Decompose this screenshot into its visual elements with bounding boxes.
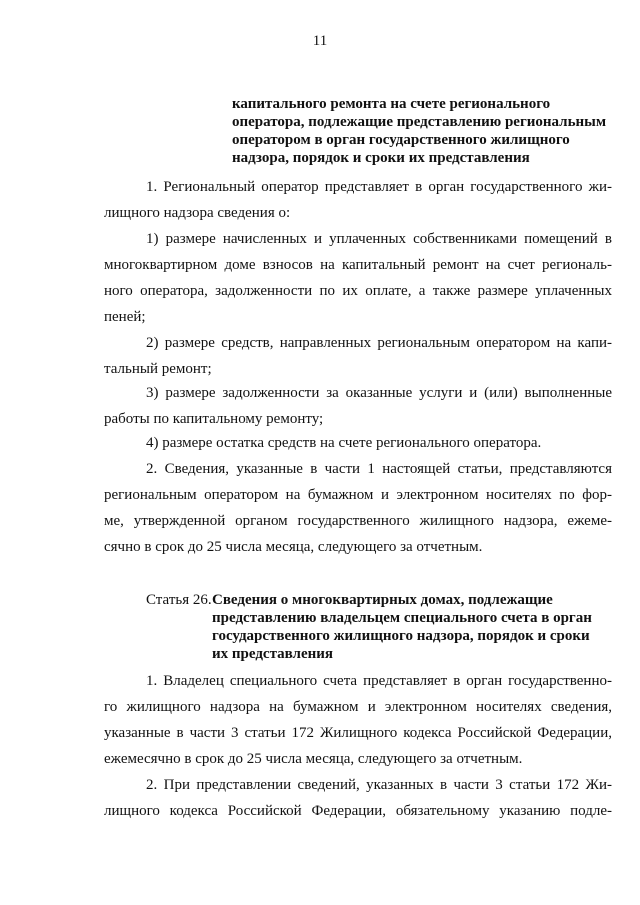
article-title-line: государственного жилищного надзора, порядок и сроки — [212, 628, 590, 644]
paragraph — [104, 174, 612, 226]
text-line: пеней; — [104, 309, 146, 325]
text-line: региональным оператором на бумажном и электронном носителях по фор- — [104, 487, 612, 503]
paragraph — [104, 456, 612, 560]
text-line: 1. Владелец специального счета представляет в орган государственно- — [146, 673, 612, 689]
text-line: 2. При представлении сведений, указанных в части 3 статьи 172 Жи- — [146, 777, 612, 793]
article-title-line: Сведения о многоквартирных домах, подлежащие — [212, 592, 553, 608]
heading-line: надзора, порядок и сроки их представления — [232, 150, 530, 166]
paragraph — [104, 330, 612, 382]
text-line: ежемесячно в срок до 25 числа месяца, следующего за отчетным. — [104, 751, 523, 767]
text-line: лищного надзора сведения о: — [104, 205, 291, 221]
article-title-line: их представления — [212, 646, 334, 662]
text-line: многоквартирном доме взносов на капитальный ремонт на счет региональ- — [104, 257, 612, 273]
text-line: 2) размере средств, направленных региональным оператором на капи- — [146, 335, 612, 351]
paragraph — [104, 772, 612, 824]
article-number: Статья 26. — [146, 592, 212, 608]
article-heading-continuation — [232, 95, 624, 167]
text-line: сячно в срок до 25 числа месяца, следующего за отчетным. — [104, 539, 483, 555]
text-line: ного оператора, задолженности по их оплате, а также размере уплаченных — [104, 283, 612, 299]
paragraph — [104, 226, 612, 330]
text-line: лищного кодекса Российской Федерации, обязательному указанию подле- — [104, 803, 612, 819]
text-line: 4) размере остатка средств на счете регионального оператора. — [146, 435, 542, 451]
text-line: ме, утвержденной органом государственного жилищного надзора, ежеме- — [104, 513, 612, 529]
page-number: 11 — [312, 33, 328, 49]
text-line: работы по капитальному ремонту; — [104, 411, 324, 427]
article-title-line: представлению владельцем специального счета в орган — [212, 610, 592, 626]
paragraph — [104, 380, 612, 432]
paragraph — [104, 430, 612, 456]
text-line: 1. Региональный оператор представляет в орган государственного жи- — [146, 179, 612, 195]
heading-line: оператором в орган государственного жилищного — [232, 132, 570, 148]
text-line: тальный ремонт; — [104, 361, 212, 377]
text-line: 2. Сведения, указанные в части 1 настоящей статьи, представляются — [146, 461, 612, 477]
text-line: 3) размере задолженности за оказанные услуги и (или) выполненные — [146, 385, 612, 401]
heading-line: оператора, подлежащие представлению региональным — [232, 114, 607, 130]
paragraph — [104, 668, 612, 772]
text-line: 1) размере начисленных и уплаченных собственниками помещений в — [146, 231, 612, 247]
text-line: указанные в части 3 статьи 172 Жилищного кодекса Российской Федерации, — [104, 725, 612, 741]
text-line: го жилищного надзора на бумажном и электронном носителях сведения, — [104, 699, 612, 715]
heading-line: капитального ремонта на счете регионального — [232, 96, 551, 112]
article-title — [212, 591, 622, 663]
